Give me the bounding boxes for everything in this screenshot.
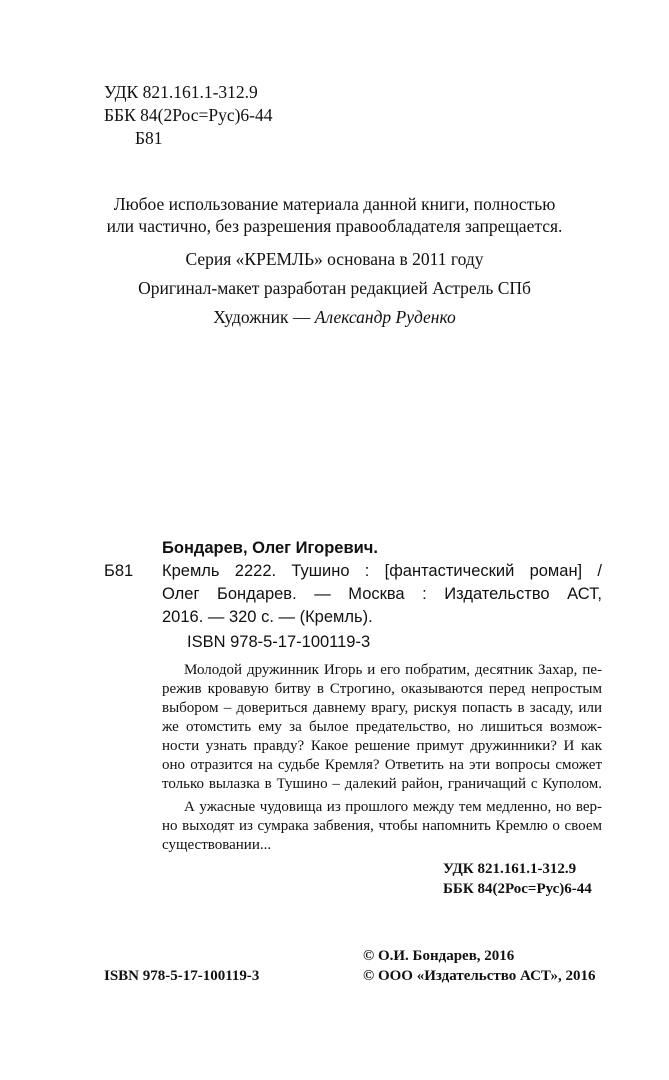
udk-code: УДК 821.161.1-312.9 [104, 82, 258, 102]
catalog-desc-line3: 2016. — 320 с. — (Кремль). [162, 608, 373, 626]
artist-label: Художник — [213, 307, 315, 327]
artist-line [0, 306, 669, 328]
annotation-line: существовании... [162, 837, 272, 853]
footer-isbn: ISBN 978-5-17-100119-3 [104, 968, 260, 984]
annotation-line: же отомстить ему за былое предательство, но лишиться возмож- [162, 719, 602, 735]
publisher-copyright: © ООО «Издательство АСТ», 2016 [363, 968, 596, 984]
copyright-notice-line1: Любое использование материала данной книги, полностью [113, 194, 556, 214]
series-line: Серия «КРЕМЛЬ» основана в 2011 году [185, 249, 484, 269]
catalog-desc-line2: Олег Бондарев. — Москва : Издательство АСТ, [162, 585, 602, 603]
annotation-line: режив кровавую битву в Строгино, оказываются перед непростым [162, 681, 602, 697]
author-mark: Б81 [135, 128, 163, 148]
footer-udk-code: УДК 821.161.1-312.9 [443, 861, 577, 877]
catalog-isbn: ISBN 978-5-17-100119-3 [187, 633, 371, 651]
layout-line: Оригинал-макет разработан редакцией Астрель СПб [138, 278, 531, 298]
annotation-line: ности узнать правду? Какое решение примут дружинники? И как [162, 738, 602, 754]
artist-name: Александр Руденко [314, 307, 456, 327]
annotation-line: А ужасные чудовища из прошлого между тем медленно, но вер- [184, 799, 602, 815]
annotation-line: Молодой дружинник Игорь и его побратим, десятник Захар, пе- [184, 662, 602, 678]
footer-bbk-code: ББК 84(2Рос=Рус)6-44 [443, 881, 592, 897]
catalog-author-heading: Бондарев, Олег Игоревич. [162, 539, 378, 557]
catalog-desc-line1: Кремль 2222. Тушино : [фантастический роман] / [162, 562, 602, 580]
annotation-line: выбором – довериться давнему врагу, рискуя попасть в засаду, или [162, 700, 602, 716]
annotation-line: только вылазка в Тушино – далекий район, граничащий с Куполом. [162, 776, 602, 792]
copyright-notice-line2: или частично, без разрешения правообладателя запрещается. [106, 216, 563, 236]
author-copyright: © О.И. Бондарев, 2016 [363, 948, 515, 964]
annotation-line: но выходят из сумрака забвения, чтобы напомнить Кремлю о своем [162, 818, 602, 834]
annotation-line: оно отразится на судьбе Кремля? Ответить на эти вопросы сможет [162, 757, 602, 773]
catalog-mark: Б81 [104, 562, 134, 580]
bbk-code: ББК 84(2Рос=Рус)6-44 [104, 105, 273, 125]
